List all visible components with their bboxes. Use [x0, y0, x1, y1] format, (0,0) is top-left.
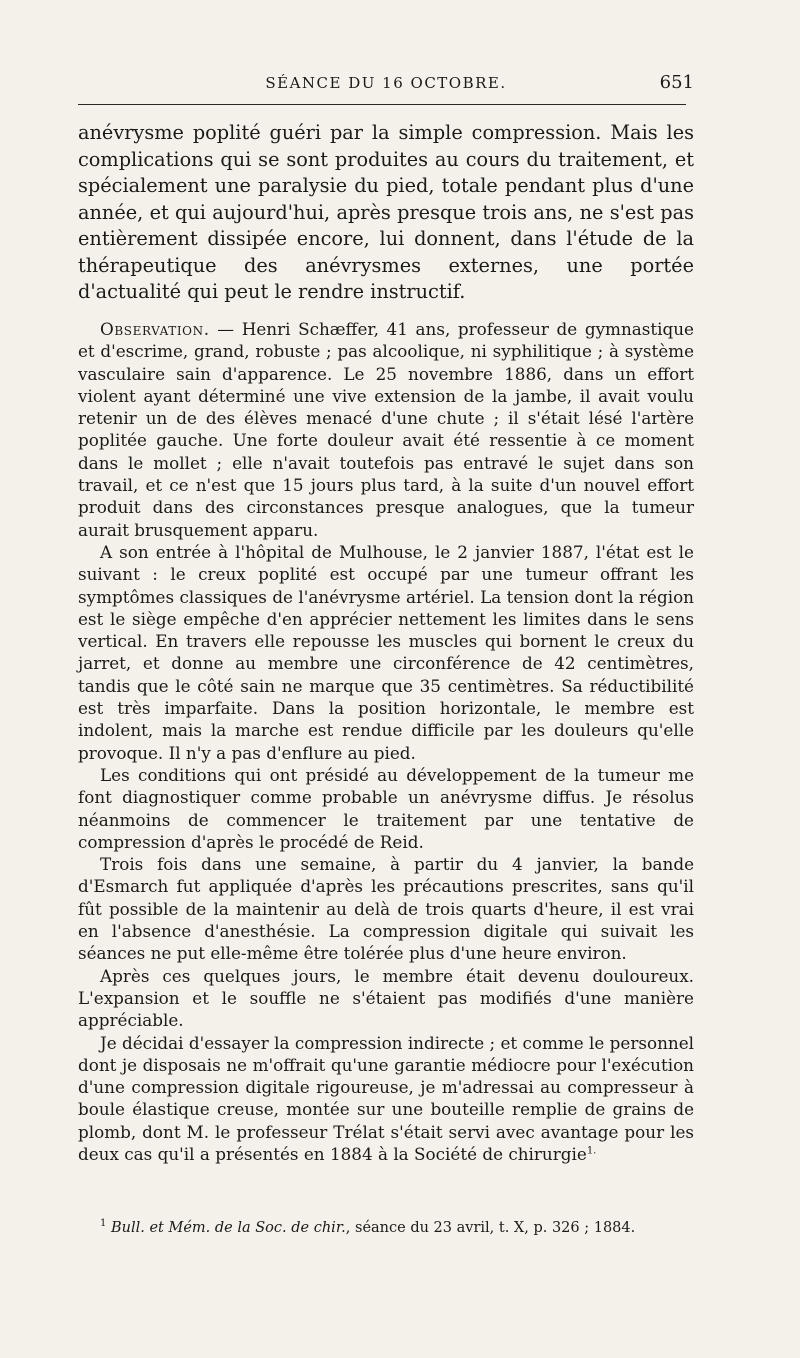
- header-rule: [78, 104, 686, 105]
- intro-paragraph: [78, 120, 694, 306]
- footnote-citation: Bull. et Mém. de la Soc. de chir.: [110, 1220, 346, 1236]
- observation-paragraph-4: Trois fois dans une semaine, à partir du 4 janvier, la bande d'Esmarch fut appliquée d'après les précautions prescrites, sans qu'il fût possible de la maintenir au delà de trois quarts d'heure, il est vrai en l'absence d'anesthésie. La compression digitale qui suivait les séances ne put elle-même être tolérée plus d'une heure environ.: [78, 854, 694, 964]
- footnote-mark: 1: [100, 1218, 107, 1230]
- observation-paragraph-5: Après ces quelques jours, le membre était devenu douloureux. L'expansion et le souffle ne s'étaient pas modifiés d'une manière appréciable.: [78, 965, 694, 1031]
- observation-paragraph-1: [78, 318, 694, 541]
- intro-text: anévrysme poplité guéri par la simple compression. Mais les complications qui se sont produites au cours du traitement, et spécialement une paralysie du pied, totale pendant plus d'une année, et qui aujourd'hui, après presque trois ans, ne s'est pas entièrement dissipée encore, lui donnent, dans l'étude de la thérapeutique des anévrysmes externes, une portée d'actualité qui peut le rendre instructif.: [78, 121, 694, 303]
- running-head: [78, 70, 694, 100]
- observation-text-1: — Henri Schæffer, 41 ans, professeur de gymnastique et d'escrime, grand, robuste ; pas alcoolique, ni syphilitique ; à système vasculaire sain d'apparence. Le 25 novembre 1886, dans un effort violent ayant déterminé une vive extension de la jambe, il avait voulu retenir un de des élèves menacé d'une chute ; il s'était lésé l'artère poplitée gauche. Une forte douleur avait été ressentie à ce moment dans le mollet ; elle n'avait toutefois pas entravé le sujet dans son travail, et ce n'est que 15 jours plus tard, à la suite d'un nouvel effort produit dans des circonstances presque analogues, que la tumeur aurait brusquement apparu.: [78, 319, 694, 540]
- observation-paragraph-3: Les conditions qui ont présidé au développement de la tumeur me font diagnostiquer comme probable un anévrysme diffus. Je résolus néanmoins de commencer le traitement par une tentative de compression d'après le procédé de Reid.: [78, 764, 694, 852]
- page-number: 651: [659, 72, 694, 93]
- footnote-reference[interactable]: 1.: [586, 1145, 597, 1157]
- observation-paragraph-2: A son entrée à l'hôpital de Mulhouse, le 2 janvier 1887, l'état est le suivant : le creux poplité est occupé par une tumeur offrant les symptômes classiques de l'anévrysme artériel. La tension dont la région est le siège empêche d'en apprécier nettement les limites dans le sens vertical. En travers elle repousse les muscles qui bornent le creux du jarret, et donne au membre une circonférence de 42 centimètres, tandis que le côté sain ne marque que 35 centimètres. Sa réductibilité est très imparfaite. Dans la position horizontale, le membre est indolent, mais la marche est rendue difficile par les douleurs qu'elle provoque. Il n'y a pas d'enflure au pied.: [78, 541, 694, 763]
- observation-text-6: Je décidai d'essayer la compression indirecte ; et comme le personnel dont je disposais ne m'offrait qu'une garantie médiocre pour l'exécution d'une compression digitale rigoureuse, je m'adressai au compresseur à boule élastique creuse, montée sur une bouteille remplie de grains de plomb, dont M. le professeur Trélat s'était servi avec avantage pour les deux cas qu'il a présentés en 1884 à la Société de chirurgie: [78, 1032, 695, 1164]
- footnote-details: , séance du 23 avril, t. X, p. 326 ; 1884.: [345, 1220, 636, 1236]
- footnote: [78, 1218, 694, 1238]
- observation-section: [78, 318, 694, 1165]
- observation-label: Observation.: [100, 319, 210, 339]
- observation-paragraph-6: [78, 1032, 694, 1166]
- running-title: SÉANCE DU 16 OCTOBRE.: [265, 74, 507, 92]
